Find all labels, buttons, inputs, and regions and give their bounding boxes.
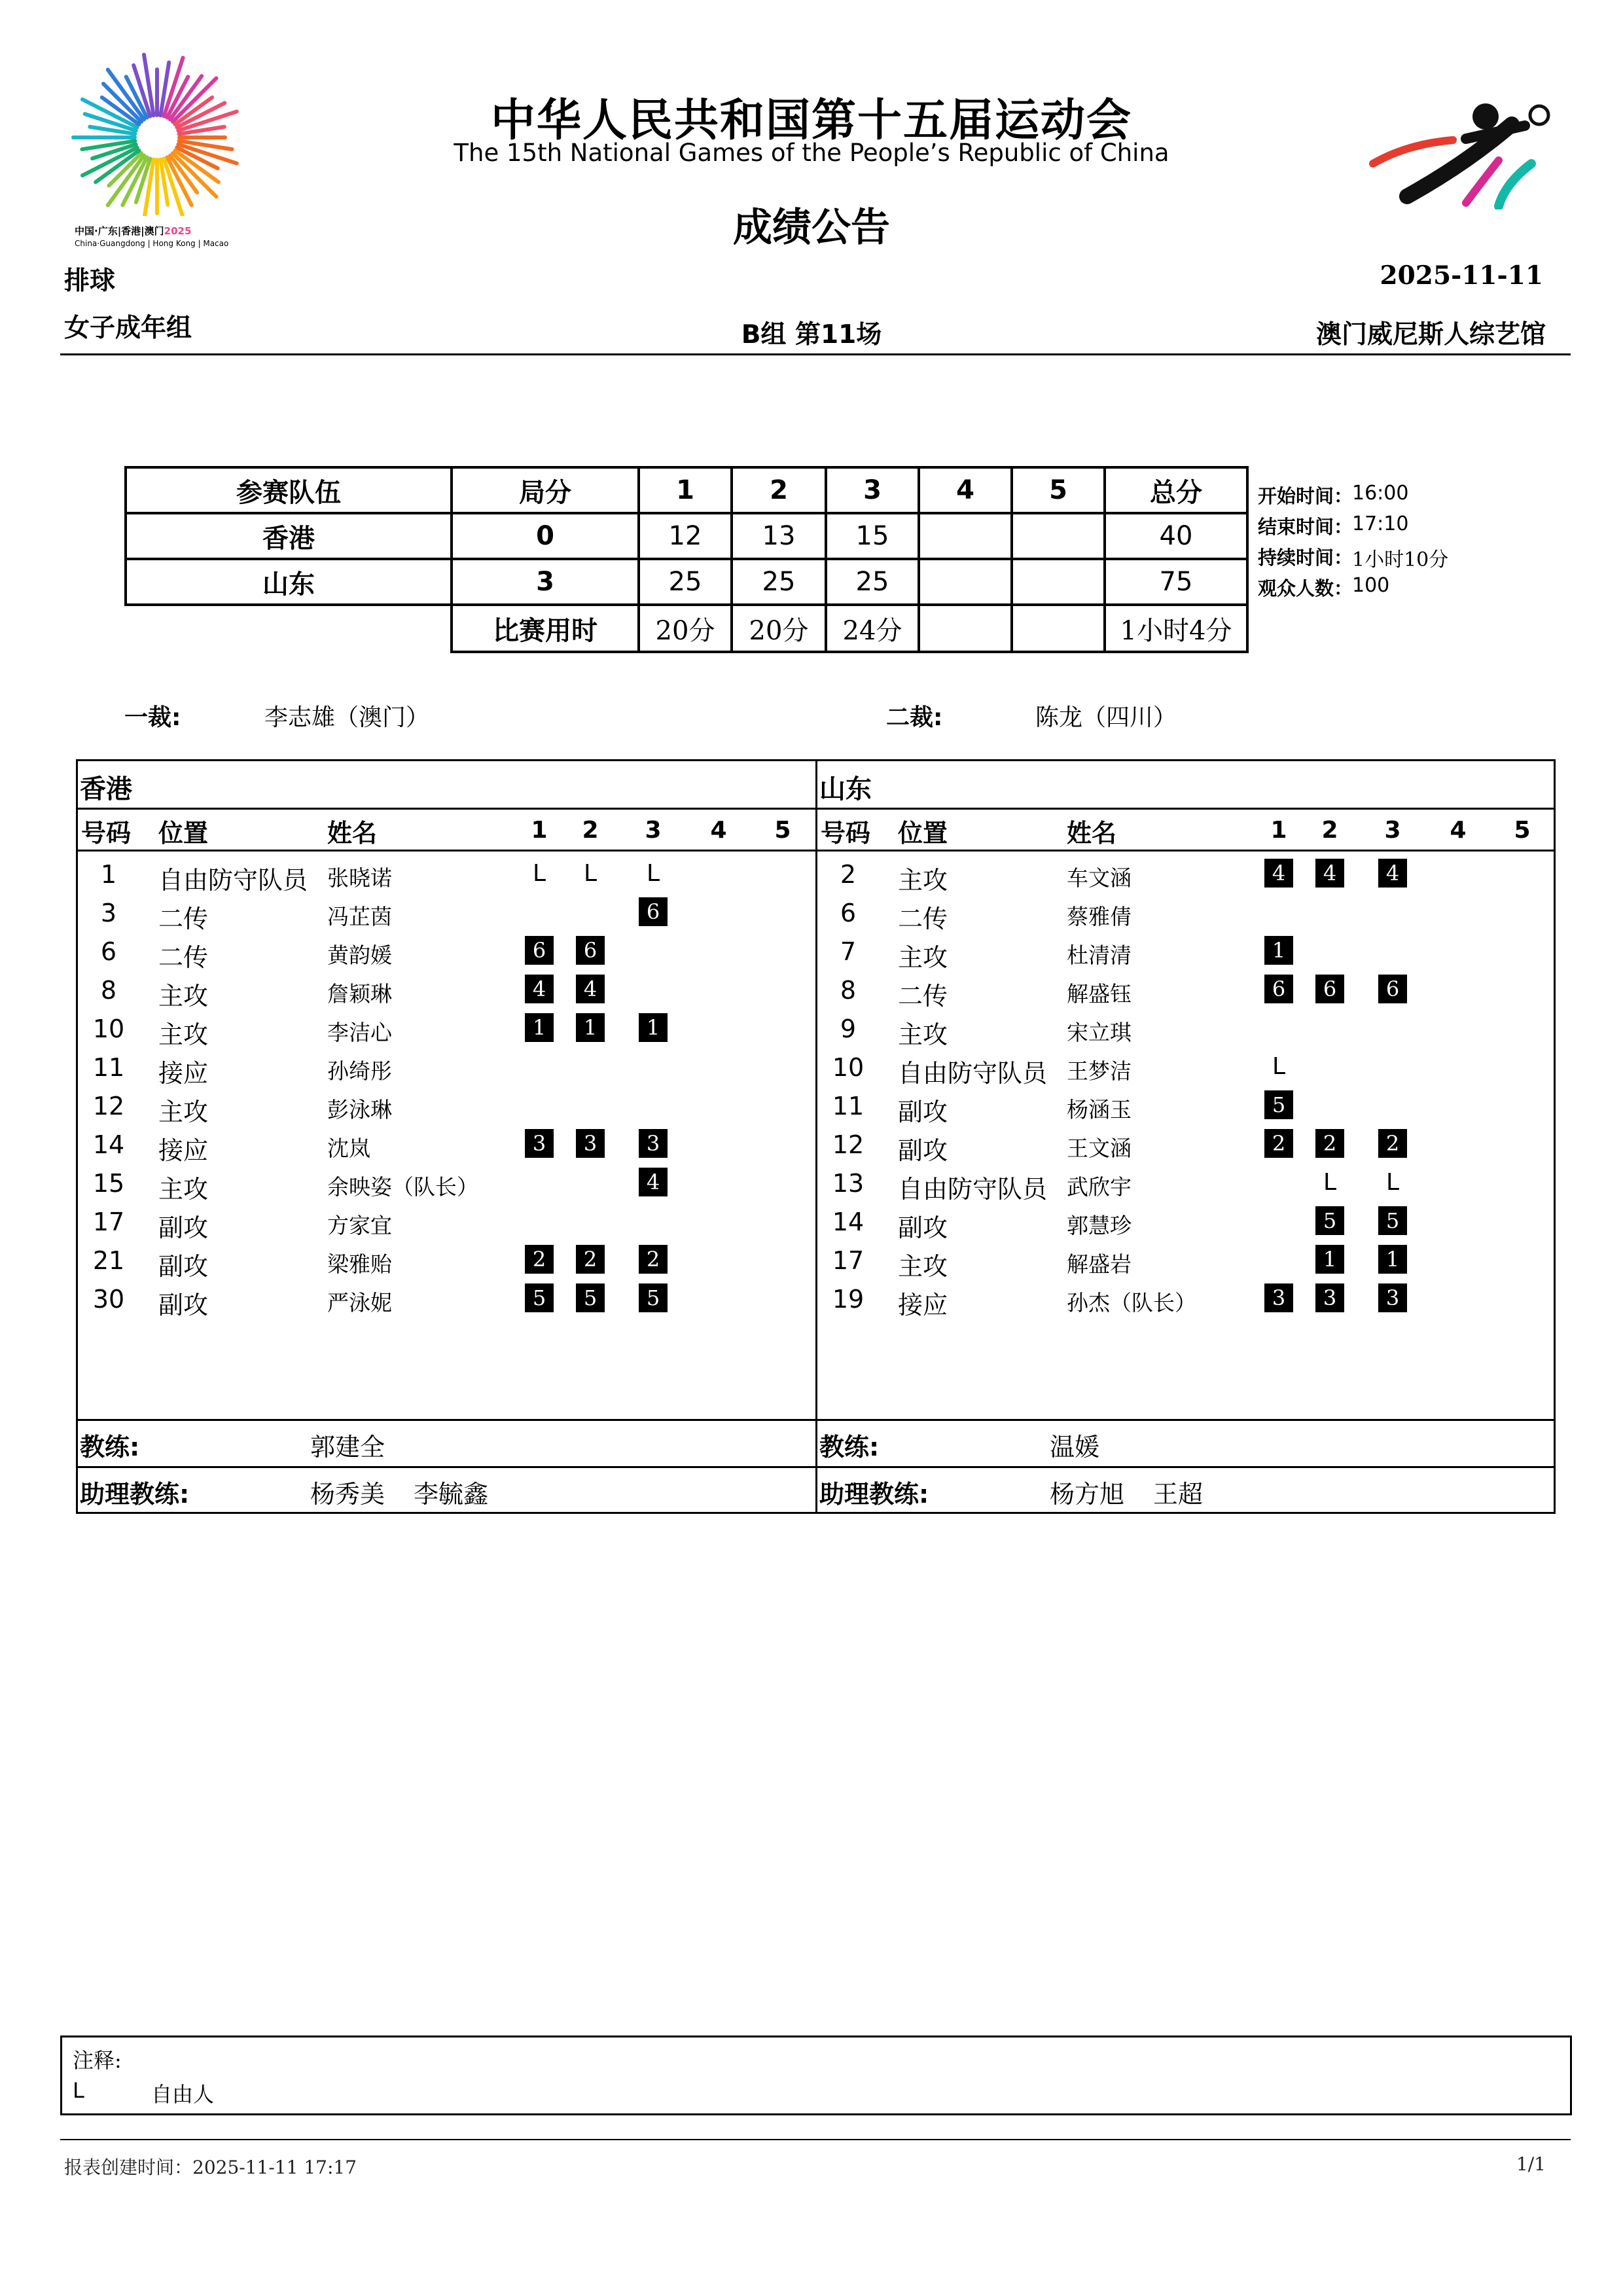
starting-position-badge: 1 xyxy=(1315,1245,1344,1274)
libero-marker: L xyxy=(1385,1168,1400,1196)
score-table-vline xyxy=(1246,466,1249,653)
player-number: 12 xyxy=(832,1130,865,1159)
event-label: 女子成年组 xyxy=(64,314,192,343)
starting-position-badge: 3 xyxy=(1264,1283,1293,1312)
starting-position-badge: 5 xyxy=(639,1283,668,1312)
set-duration xyxy=(1013,606,1103,651)
starting-position-badge: 2 xyxy=(639,1245,668,1274)
starting-position-badge: 6 xyxy=(576,936,605,965)
score-set-points xyxy=(920,560,1010,603)
match-info-value: 16:00 xyxy=(1352,482,1409,505)
roster-team-name: 香港 xyxy=(80,774,132,804)
score-header-cell: 总分 xyxy=(1150,477,1202,508)
starting-position-badge: 5 xyxy=(1264,1090,1293,1119)
starting-position-badge: 3 xyxy=(525,1129,554,1158)
date-label: 2025-11-11 xyxy=(1380,260,1543,291)
player-name: 解盛钰 xyxy=(1067,981,1132,1007)
roster-header-name: 姓名 xyxy=(327,819,378,848)
player-number: 30 xyxy=(92,1285,125,1314)
score-header-cell: 局分 xyxy=(519,477,571,508)
assistant-coach-label: 助理教练: xyxy=(80,1480,190,1509)
player-number: 8 xyxy=(840,976,857,1005)
player-number: 19 xyxy=(832,1285,865,1314)
match-info-label: 开始时间： xyxy=(1258,485,1353,507)
libero-marker: L xyxy=(646,859,660,887)
player-number: 11 xyxy=(92,1053,125,1082)
roster-header-set: 1 xyxy=(1270,817,1287,844)
player-position: 副攻 xyxy=(158,1252,209,1281)
player-position: 主攻 xyxy=(158,1175,209,1204)
score-header-cell: 3 xyxy=(863,475,882,505)
player-position: 主攻 xyxy=(158,982,209,1011)
player-position: 主攻 xyxy=(158,1098,209,1126)
player-name: 宋立琪 xyxy=(1067,1020,1132,1045)
roster-header-position: 位置 xyxy=(158,819,209,848)
footer-rule xyxy=(60,2139,1571,2140)
games-title-en: The 15th National Games of the People’s Republic of China xyxy=(454,139,1169,167)
starting-position-badge: 4 xyxy=(525,975,554,1003)
player-number: 14 xyxy=(92,1130,125,1159)
score-set-points: 15 xyxy=(855,521,889,551)
player-position: 主攻 xyxy=(158,1020,209,1049)
score-set-points: 25 xyxy=(668,567,702,597)
score-table-hline xyxy=(450,651,1249,653)
starting-position-badge: 5 xyxy=(525,1283,554,1312)
assistant-coach-name: 杨方旭 xyxy=(1050,1480,1125,1509)
libero-marker: L xyxy=(583,859,597,887)
player-number: 6 xyxy=(100,937,117,966)
set-duration xyxy=(920,606,1010,651)
player-position: 二传 xyxy=(898,982,948,1011)
player-number: 8 xyxy=(100,976,117,1005)
player-name: 沈岚 xyxy=(327,1136,370,1161)
volleyball-pictogram xyxy=(1368,98,1564,209)
player-position: 主攻 xyxy=(898,1020,948,1049)
duration-total: 1小时4分 xyxy=(1120,615,1232,646)
player-number: 21 xyxy=(92,1246,125,1275)
starting-position-badge: 6 xyxy=(1315,975,1344,1003)
player-name: 梁雅贻 xyxy=(327,1251,392,1277)
score-set-points xyxy=(920,514,1010,558)
player-name: 詹颖琳 xyxy=(327,981,392,1007)
player-position: 接应 xyxy=(158,1059,209,1088)
match-info-value: 1小时10分 xyxy=(1352,548,1449,571)
player-name: 解盛岩 xyxy=(1067,1251,1132,1277)
second-referee-label: 二裁: xyxy=(886,704,943,731)
player-position: 主攻 xyxy=(898,943,948,972)
score-header-cell: 1 xyxy=(676,475,694,505)
score-total-points: 40 xyxy=(1159,521,1193,551)
player-number: 9 xyxy=(840,1014,857,1043)
score-header-cell: 参赛队伍 xyxy=(236,477,341,508)
player-name: 余映姿（队长） xyxy=(327,1174,478,1200)
starting-position-badge: 4 xyxy=(1315,859,1344,888)
player-number: 6 xyxy=(840,899,857,927)
notes-label: 注释: xyxy=(73,2048,122,2073)
player-position: 自由防守队员 xyxy=(158,866,308,895)
starting-position-badge: 1 xyxy=(576,1013,605,1042)
starting-position-badge: 4 xyxy=(1378,859,1407,888)
roster-vline xyxy=(1554,759,1556,1514)
first-referee-label: 一裁: xyxy=(124,704,181,731)
player-number: 11 xyxy=(832,1092,865,1121)
player-position: 接应 xyxy=(898,1291,948,1319)
set-duration: 24分 xyxy=(842,615,902,646)
starting-position-badge: 1 xyxy=(639,1013,668,1042)
player-position: 二传 xyxy=(158,905,209,933)
roster-header-set: 3 xyxy=(645,817,662,844)
starting-position-badge: 5 xyxy=(1378,1206,1407,1235)
player-number: 12 xyxy=(92,1092,125,1121)
player-name: 杨涵玉 xyxy=(1067,1097,1132,1122)
player-name: 黄韵媛 xyxy=(327,942,392,968)
player-position: 主攻 xyxy=(898,866,948,895)
player-position: 接应 xyxy=(158,1136,209,1165)
player-number: 2 xyxy=(840,860,857,889)
score-header-cell: 5 xyxy=(1049,475,1067,505)
player-number: 15 xyxy=(92,1169,125,1198)
player-name: 孙绮彤 xyxy=(327,1058,392,1084)
score-set-points: 13 xyxy=(762,521,796,551)
player-name: 方家宜 xyxy=(327,1213,392,1238)
player-name: 武欣宇 xyxy=(1067,1174,1132,1200)
starting-position-badge: 6 xyxy=(1378,975,1407,1003)
set-duration: 20分 xyxy=(655,615,715,646)
note-code: L xyxy=(73,2078,84,2103)
page-number: 1/1 xyxy=(1516,2153,1546,2175)
libero-marker: L xyxy=(532,859,546,887)
score-set-points: 25 xyxy=(762,567,796,597)
coach-name: 郭建全 xyxy=(310,1433,385,1462)
score-team-name: 香港 xyxy=(262,523,315,554)
notes-box xyxy=(60,2036,1572,2115)
starting-position-badge: 2 xyxy=(576,1245,605,1274)
player-number: 10 xyxy=(92,1014,125,1043)
player-number: 13 xyxy=(832,1169,865,1198)
match-info-value: 17:10 xyxy=(1352,512,1409,535)
player-position: 主攻 xyxy=(898,1252,948,1281)
match-info-label: 持续时间： xyxy=(1258,547,1353,569)
starting-position-badge: 5 xyxy=(576,1283,605,1312)
score-header-cell: 4 xyxy=(956,475,974,505)
player-position: 副攻 xyxy=(898,1213,948,1242)
player-number: 1 xyxy=(100,860,117,889)
starting-position-badge: 4 xyxy=(1264,859,1293,888)
player-position: 副攻 xyxy=(898,1136,948,1165)
logo-caption-en: China·Guangdong | Hong Kong | Macao xyxy=(75,239,229,248)
starting-position-badge: 6 xyxy=(525,936,554,965)
player-name: 彭泳琳 xyxy=(327,1097,392,1122)
player-name: 车文涵 xyxy=(1067,865,1132,891)
starting-position-badge: 2 xyxy=(1315,1129,1344,1158)
starting-position-badge: 1 xyxy=(1378,1245,1407,1274)
match-info-label: 结束时间： xyxy=(1258,516,1353,538)
libero-marker: L xyxy=(1272,1052,1286,1080)
player-position: 二传 xyxy=(898,905,948,933)
games-title-cn: 中华人民共和国第十五届运动会 xyxy=(490,95,1132,147)
roster-header-set: 5 xyxy=(774,817,791,844)
roster-header-set: 3 xyxy=(1384,817,1401,844)
player-position: 自由防守队员 xyxy=(898,1175,1048,1204)
venue-label: 澳门威尼斯人综艺馆 xyxy=(1315,320,1546,350)
player-number: 3 xyxy=(100,899,117,927)
roster-header-set: 5 xyxy=(1514,817,1531,844)
roster-team-name: 山东 xyxy=(819,774,872,804)
score-set-points: 12 xyxy=(668,521,702,551)
second-referee-name: 陈龙（四川） xyxy=(1035,704,1177,731)
score-header-cell: 2 xyxy=(770,475,788,505)
player-position: 二传 xyxy=(158,943,209,972)
starting-position-badge: 2 xyxy=(1264,1129,1293,1158)
starting-position-badge: 1 xyxy=(525,1013,554,1042)
starting-position-badge: 1 xyxy=(1264,936,1293,965)
match-info-label: 观众人数： xyxy=(1258,577,1353,600)
player-name: 王文涵 xyxy=(1067,1136,1132,1161)
score-set-points xyxy=(1013,514,1103,558)
score-team-name: 山东 xyxy=(262,569,315,600)
roster-header-set: 1 xyxy=(531,817,548,844)
roster-header-set: 2 xyxy=(1321,817,1338,844)
player-position: 自由防守队员 xyxy=(898,1059,1048,1088)
player-position: 副攻 xyxy=(158,1213,209,1242)
score-total-points: 75 xyxy=(1159,567,1193,597)
report-created-time: 报表创建时间：2025-11-11 17:17 xyxy=(64,2157,357,2178)
score-sets-won: 3 xyxy=(536,567,554,597)
duration-label: 比赛用时 xyxy=(493,615,597,646)
player-number: 10 xyxy=(832,1053,865,1082)
roster-header-number: 号码 xyxy=(821,819,871,848)
player-name: 李洁心 xyxy=(327,1020,392,1045)
player-name: 杜清清 xyxy=(1067,942,1132,968)
coach-label: 教练: xyxy=(80,1433,140,1462)
assistant-coach-name: 李毓鑫 xyxy=(414,1480,489,1509)
player-name: 严泳妮 xyxy=(327,1290,392,1316)
first-referee-name: 李志雄（澳门） xyxy=(264,704,430,731)
player-name: 郭慧珍 xyxy=(1067,1213,1132,1238)
starting-position-badge: 4 xyxy=(576,975,605,1003)
player-number: 17 xyxy=(832,1246,865,1275)
player-name: 蔡雅倩 xyxy=(1067,904,1132,929)
player-name: 冯芷茵 xyxy=(327,904,392,929)
set-duration: 20分 xyxy=(749,615,809,646)
logo-caption-cn: 中国·广东|香港|澳门2025 xyxy=(75,225,192,237)
player-name: 孙杰（队长） xyxy=(1067,1290,1196,1316)
score-sets-won: 0 xyxy=(536,521,554,551)
note-text: 自由人 xyxy=(151,2082,215,2107)
coach-label: 教练: xyxy=(819,1433,880,1462)
report-title: 成绩公告 xyxy=(733,205,890,251)
roster-header-set: 4 xyxy=(710,817,727,844)
starting-position-badge: 3 xyxy=(1315,1283,1344,1312)
match-info-value: 100 xyxy=(1352,574,1390,597)
roster-header-set: 2 xyxy=(582,817,599,844)
player-name: 张晓诺 xyxy=(327,865,392,891)
match-label: B组 第11场 xyxy=(741,320,882,350)
roster-header-number: 号码 xyxy=(81,819,132,848)
player-number: 14 xyxy=(832,1208,865,1236)
header-rule xyxy=(60,353,1571,355)
starting-position-badge: 3 xyxy=(576,1129,605,1158)
assistant-coach-name: 王超 xyxy=(1153,1480,1204,1509)
roster-header-name: 姓名 xyxy=(1067,819,1117,848)
score-set-points xyxy=(1013,560,1103,603)
starting-position-badge: 6 xyxy=(639,897,668,926)
sport-label: 排球 xyxy=(64,266,116,296)
starting-position-badge: 5 xyxy=(1315,1206,1344,1235)
assistant-coach-name: 杨秀美 xyxy=(310,1480,385,1509)
player-number: 17 xyxy=(92,1208,125,1236)
player-name: 王梦洁 xyxy=(1067,1058,1132,1084)
starting-position-badge: 4 xyxy=(639,1168,668,1196)
starting-position-badge: 2 xyxy=(525,1245,554,1274)
libero-marker: L xyxy=(1323,1168,1337,1196)
assistant-coach-label: 助理教练: xyxy=(819,1480,929,1509)
volleyball-player-icon xyxy=(1368,98,1564,209)
starting-position-badge: 6 xyxy=(1264,975,1293,1003)
score-set-points: 25 xyxy=(855,567,889,597)
player-number: 7 xyxy=(840,937,857,966)
starting-position-badge: 3 xyxy=(1378,1283,1407,1312)
roster-header-set: 4 xyxy=(1450,817,1467,844)
starting-position-badge: 2 xyxy=(1378,1129,1407,1158)
roster-header-position: 位置 xyxy=(898,819,948,848)
player-position: 副攻 xyxy=(898,1098,948,1126)
starting-position-badge: 3 xyxy=(639,1129,668,1158)
player-position: 副攻 xyxy=(158,1291,209,1319)
coach-name: 温媛 xyxy=(1050,1433,1100,1462)
